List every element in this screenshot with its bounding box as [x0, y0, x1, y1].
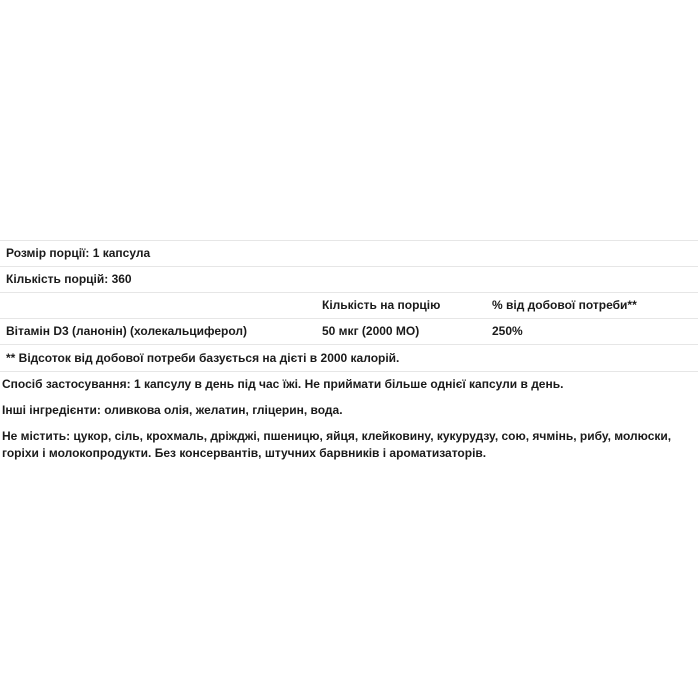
table-header-row [0, 293, 698, 319]
servings-per-container: Кількість порцій: 360 [6, 272, 132, 286]
nutrient-daily-value: 250% [492, 324, 523, 338]
footnote: ** Відсоток від добової потреби базується на дієті в 2000 калорій. [6, 351, 400, 365]
other-ingredients-text: Інші інгредієнти: оливкова олія, желатин, гліцерин, вода. [2, 403, 343, 417]
product-notes [2, 376, 682, 470]
supplement-facts-table [0, 240, 698, 372]
nutrient-row [0, 319, 698, 345]
nutrient-amount: 50 мкг (2000 МО) [322, 324, 420, 338]
serving-size: Розмір порції: 1 капсула [6, 246, 151, 260]
servings-per-container-row [0, 267, 698, 293]
amount-header: Кількість на порцію [322, 298, 441, 312]
daily-value-header: % від добової потреби** [492, 298, 637, 312]
usage-text: Спосіб застосування: 1 капсулу в день під час їжі. Не приймати більше однієї капсули в день. [2, 377, 564, 391]
footnote-row [0, 345, 698, 372]
free-of-text: Не містить: цукор, сіль, крохмаль, дріжджі, пшеницю, яйця, клейковину, кукурудзу, сою, ячмінь, рибу, молюски, горіхи і молокопродукти. Без консервантів, штучних барвників і ароматизаторів. [2, 429, 672, 460]
serving-size-row [0, 241, 698, 267]
nutrient-name: Вітамін D3 (ланонін) (холекальциферол) [6, 324, 248, 338]
